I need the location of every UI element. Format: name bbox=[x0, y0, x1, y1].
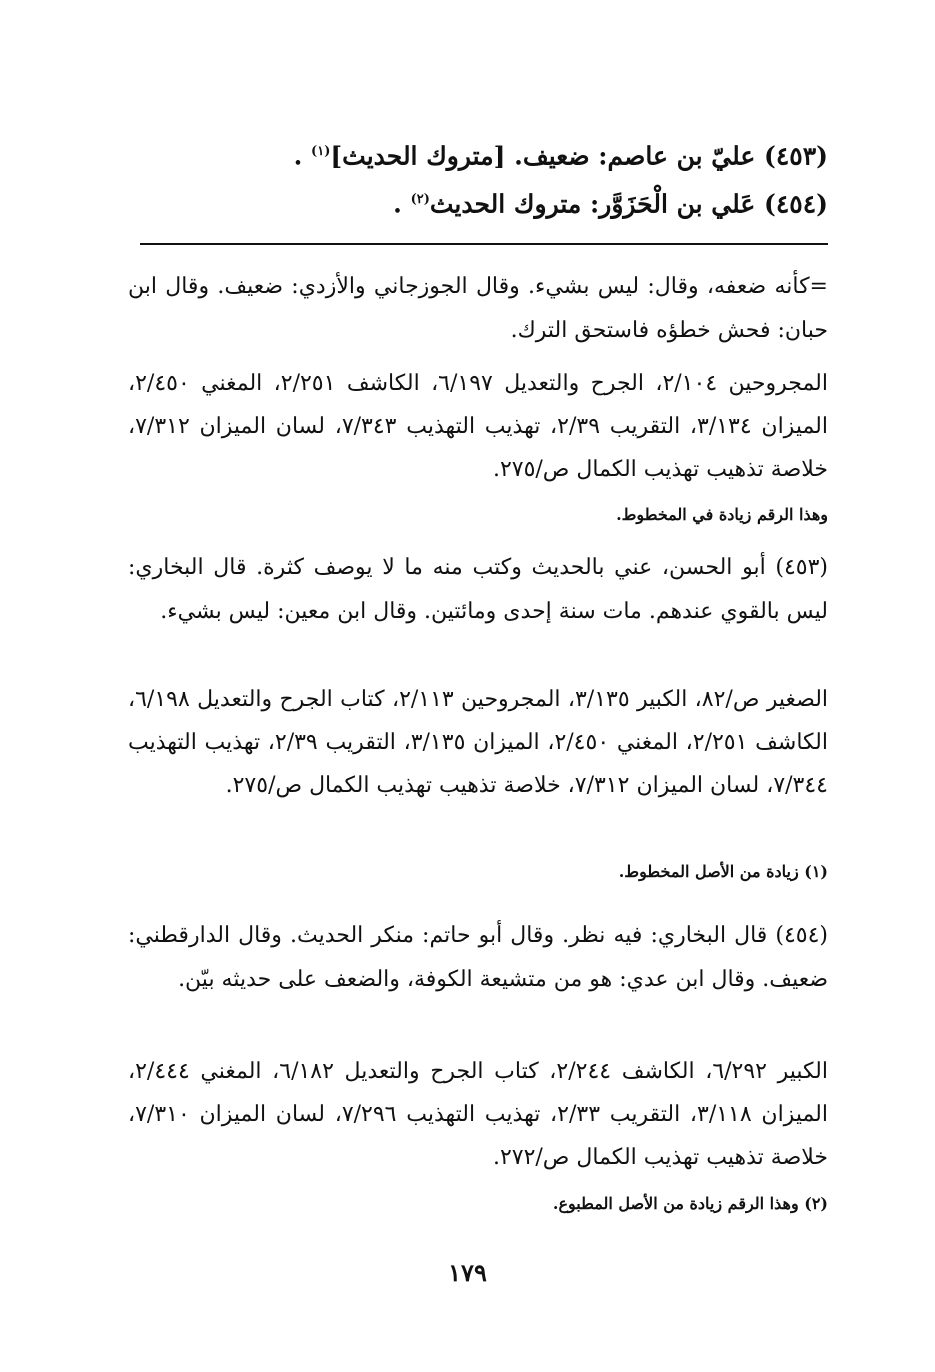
page-number: ١٧٩ bbox=[448, 1258, 487, 1287]
footnote-note-2: (٢) وهذا الرقم زيادة من الأصل المطبوع. bbox=[552, 1194, 828, 1213]
entry-454-text: (٤٥٤) عَلي بن الْحَزَوَّر: متروك الحديث bbox=[429, 189, 828, 219]
entry-454-note-ref: (٢) bbox=[410, 192, 430, 208]
entry-453-note-ref: (١) bbox=[311, 144, 331, 159]
entry-453-end: . bbox=[293, 141, 303, 171]
entry-453-text: (٤٥٣) عليّ بن عاصم: ضعيف. [متروك الحديث] bbox=[330, 141, 828, 171]
footnote-prev-references: المجروحين ٢/١٠٤، الجرح والتعديل ٦/١٩٧، الكاشف ٢/٢٥١، المغني ٢/٤٥٠، الميزان ٣/١٣٤، التقريب ٢/٣٩، تهذيب التهذيب ٧/٣٤٣، لسان الميزان ٧/٣١٢، خلاصة تذهيب تهذيب الكمال ص/٢٧٥. bbox=[128, 371, 828, 482]
entries-block bbox=[128, 130, 828, 227]
footnote-prev-note: وهذا الرقم زيادة في المخطوط. bbox=[616, 505, 828, 524]
footnote-453-text: (٤٥٣) أبو الحسن، عني بالحديث وكتب منه ما لا يوصف كثرة. قال البخاري: ليس بالقوي عندهم. مات سنة إحدى ومائتين. وقال ابن معين: ليس بشيء. bbox=[128, 555, 828, 624]
footnote-divider bbox=[140, 243, 828, 245]
footnote-prev-continuation: =كأنه ضعفه، وقال: ليس بشيء. وقال الجوزجاني والأزدي: ضعيف. وقال ابن حبان: فحش خطؤه فاستحق الترك. bbox=[128, 274, 828, 343]
entry-454-end: . bbox=[393, 189, 402, 219]
footnote-454-text: (٤٥٤) قال البخاري: فيه نظر. وقال أبو حاتم: منكر الحديث. وقال الدارقطني: ضعيف. وقال ابن عدي: هو من متشيعة الكوفة، والضعف على حديثه بيّن. bbox=[128, 923, 828, 992]
entry-453 bbox=[128, 130, 828, 178]
footnote-454-references: الكبير ٦/٢٩٢، الكاشف ٢/٢٤٤، كتاب الجرح والتعديل ٦/١٨٢، المغني ٢/٤٤٤، الميزان ٣/١١٨، التقريب ٢/٣٣، تهذيب التهذيب ٧/٢٩٦، لسان الميزان ٧/٣١٠، خلاصة تذهيب تهذيب الكمال ص/٢٧٢. bbox=[128, 1059, 828, 1170]
entry-454 bbox=[128, 178, 828, 226]
footnote-453-references: الصغير ص/٨٢، الكبير ٣/١٣٥، المجروحين ٢/١١٣، كتاب الجرح والتعديل ٦/١٩٨، الكاشف ٢/٢٥١، المغني ٢/٤٥٠، الميزان ٣/١٣٥، التقريب ٢/٣٩، تهذيب التهذيب ٧/٣٤٤، لسان الميزان ٧/٣١٢، خلاصة تذهيب تهذيب الكمال ص/٢٧٥. bbox=[128, 687, 829, 798]
footnote-note-1: (١) زيادة من الأصل المخطوط. bbox=[618, 862, 828, 881]
